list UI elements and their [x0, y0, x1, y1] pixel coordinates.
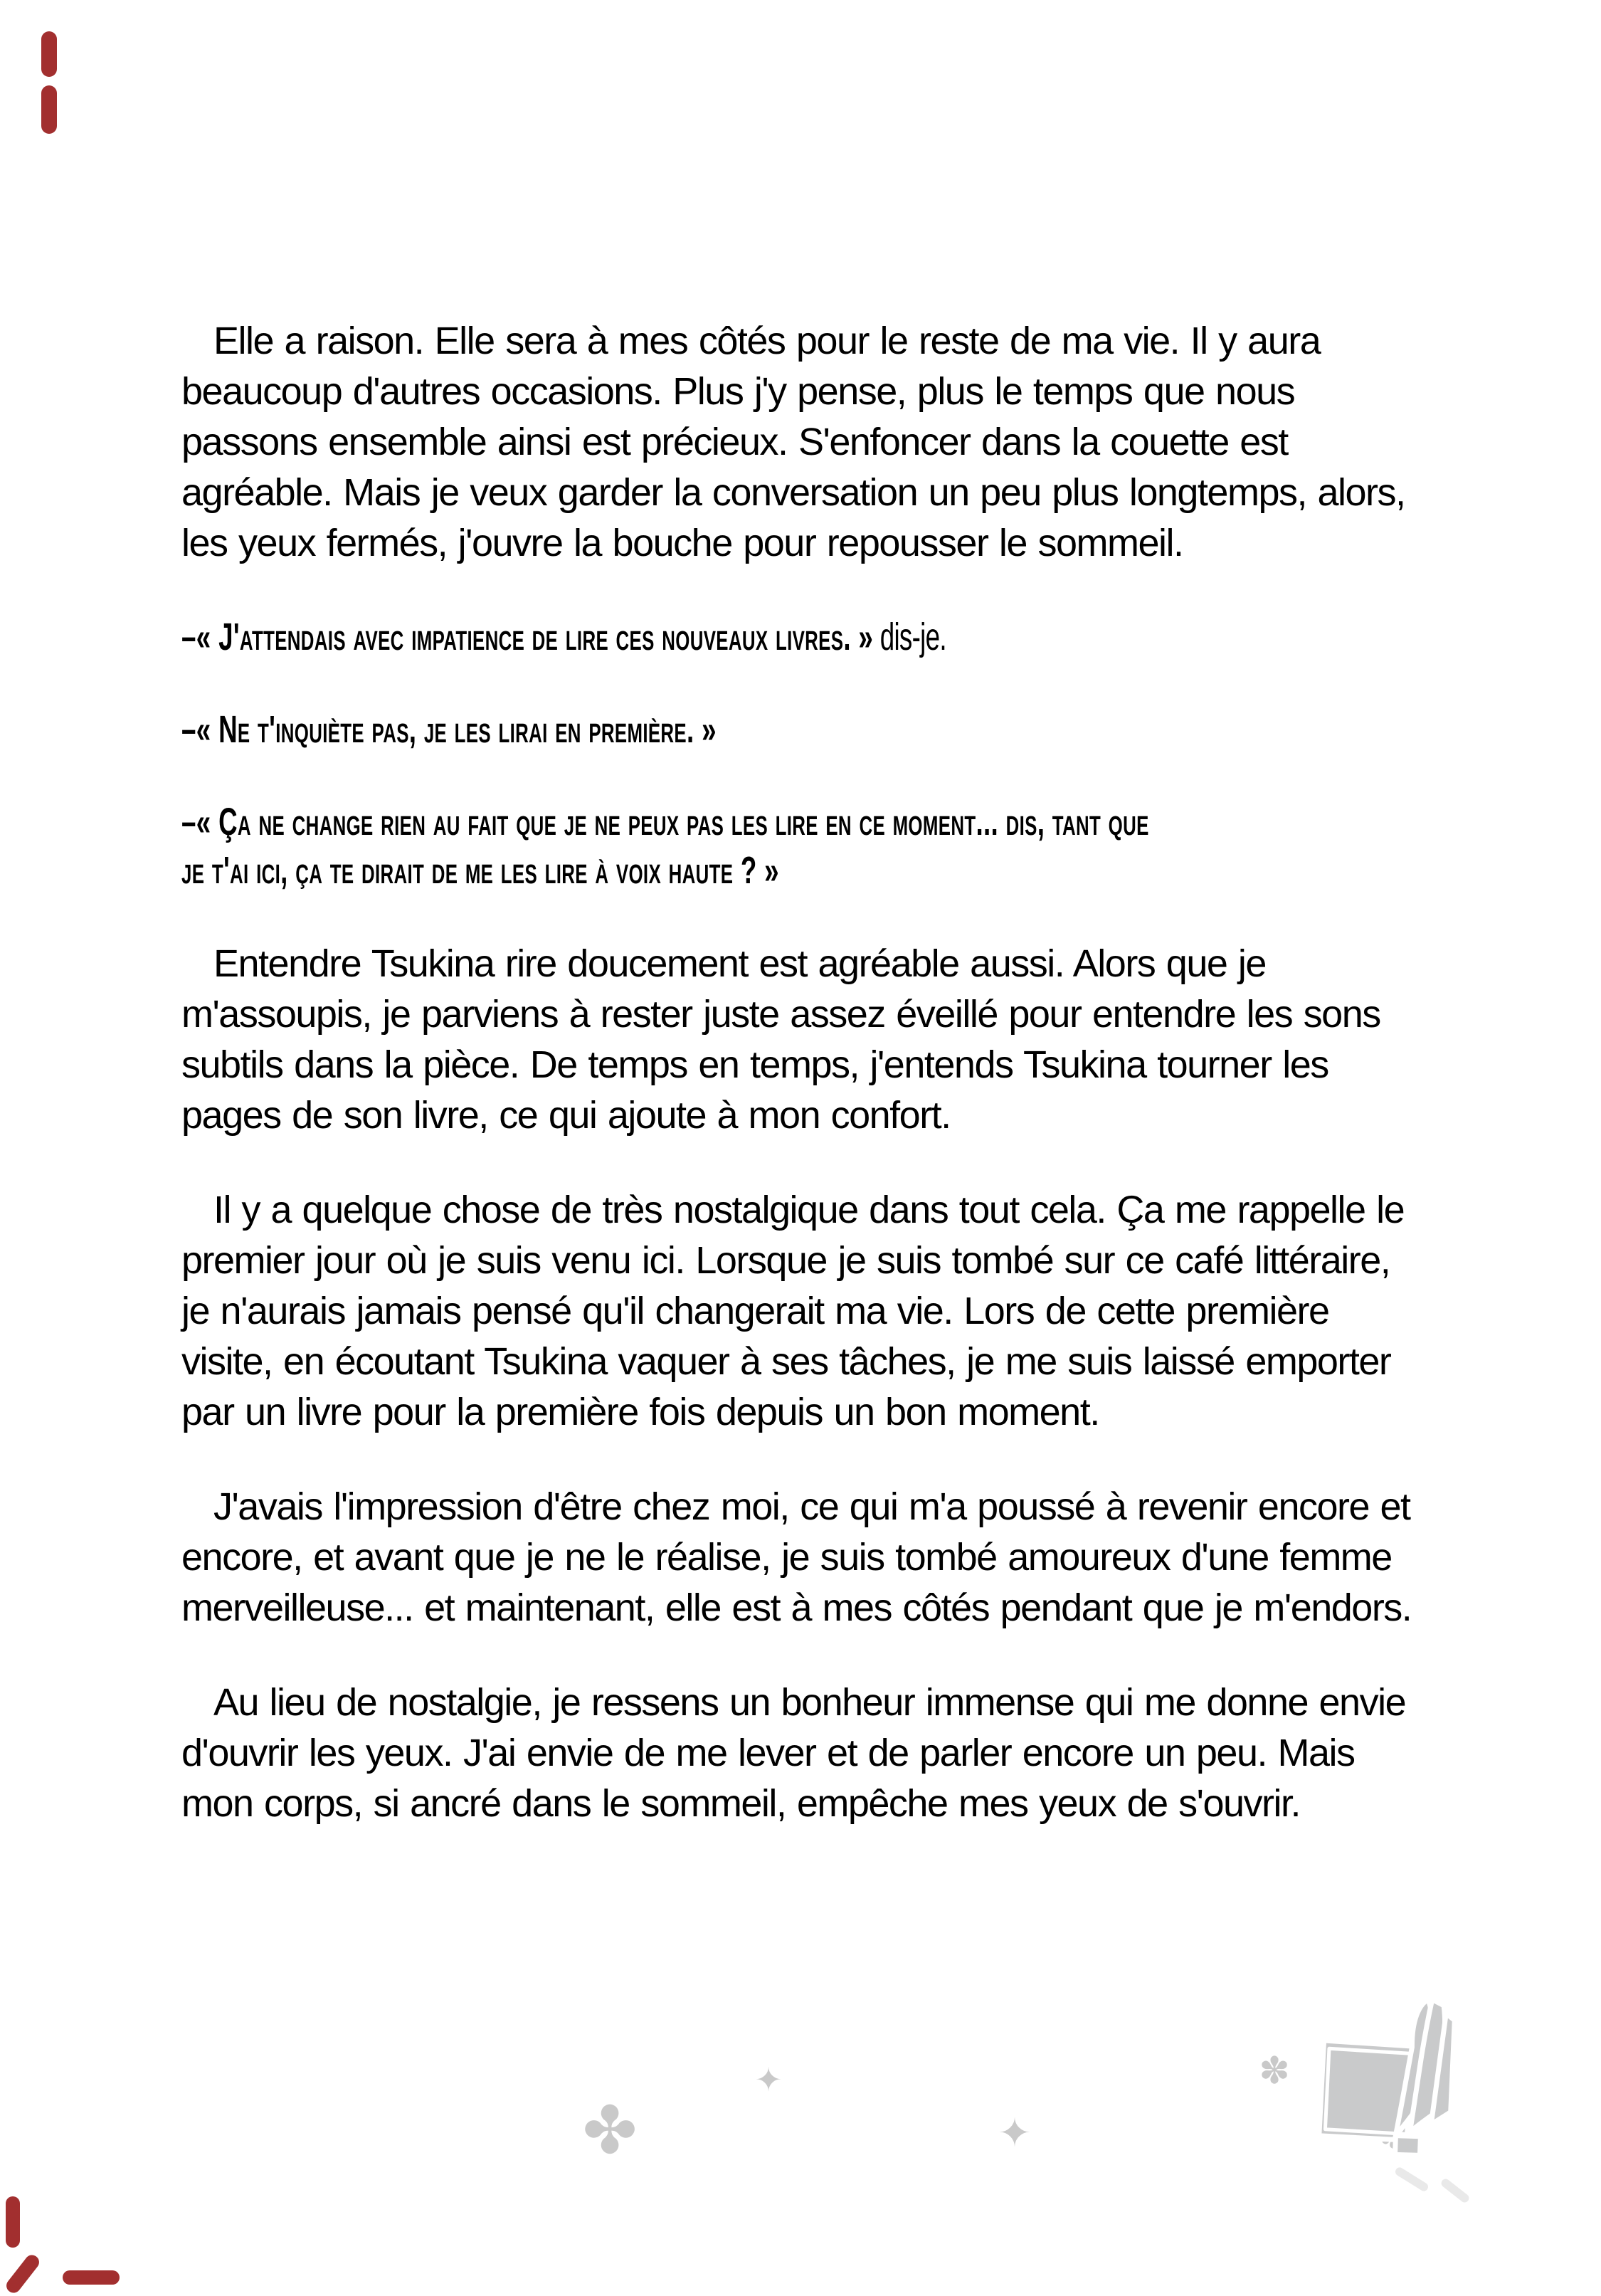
open-book-icon	[1301, 1991, 1479, 2176]
body-paragraph: J'avais l'impression d'être chez moi, ce qui m'a poussé à revenir encore et encore, et avant que je ne le réalise, je suis tombé amoureux d'une femme merveilleuse... et maintenant, elle est à mes côtés pendant que je m'endors.	[181, 1485, 1412, 1629]
body-paragraph: Au lieu de nostalgie, je ressens un bonheur immense qui me donne envie d'ouvrir les yeux. J'ai envie de me lever et de parler encore un peu. Mais mon corps, si ancré dans le sommeil, empêche mes yeux de s'ouvrir.	[181, 1681, 1406, 1825]
flower-asterisk-icon: ✽	[1259, 2050, 1290, 2092]
body-paragraph: Il y a quelque chose de très nostalgique dans tout cela. Ça me rappelle le premier jour où je suis venu ici. Lorsque je suis tombé sur ce café littéraire, je n'aurais jamais pensé qu'il changerait ma vie. Lors de cette première visite, en écoutant Tsukina vaquer à ses tâches, je me suis laissé emporter par un livre pour la première fois depuis un bon moment.	[181, 1189, 1405, 1433]
red-border-dash	[4, 2252, 42, 2295]
page-text-column	[181, 316, 1420, 1873]
dialogue-attribution: dis-je.	[873, 616, 946, 658]
dialogue-line	[181, 613, 1023, 661]
body-paragraph: Entendre Tsukina rire doucement est agréable aussi. Alors que je m'assoupis, je parviens à rester juste assez éveillé pour entendre les sons subtils dans la pièce. De temps en temps, j'entends Tsukina tourner les pages de son livre, ce qui ajoute à mon confort.	[181, 942, 1380, 1137]
dialogue-block	[181, 798, 1420, 895]
red-border-dash	[6, 2196, 20, 2248]
body-paragraph: Elle a raison. Elle sera à mes côtés pour le reste de ma vie. Il y aura beaucoup d'autres occasions. Plus j'y pense, plus le temps que nous passons ensemble ainsi est précieux. S'enfoncer dans la couette est agréable. Mais je veux garder la conversation un peu plus longtemps, alors, les yeux fermés, j'ouvre la bouche pour repousser le sommeil.	[181, 320, 1405, 564]
dialogue-line	[181, 705, 1023, 754]
cross-flower-sparkle-icon: ✤	[582, 2092, 638, 2169]
dialogue-text: –« Ça ne change rien au fait que je ne peux pas les lire en ce moment... dis, tant que	[181, 801, 1149, 843]
swoosh-mark	[1439, 2177, 1471, 2204]
dialogue-text: je t'ai ici, ça te dirait de me les lire à voix haute ? »	[181, 849, 779, 892]
dialogue-text: –« J'attendais avec impatience de lire ces nouveaux livres. »	[181, 616, 874, 658]
dialogue-line	[181, 798, 1149, 846]
diamond-sparkle-icon: ✦	[754, 2060, 783, 2099]
red-border-dash	[41, 85, 57, 134]
diamond-sparkle-icon: ✦	[998, 2110, 1032, 2157]
dialogue-text: –« Ne t'inquiète pas, je les lirai en première. »	[181, 708, 717, 751]
dialogue-block	[181, 705, 1420, 754]
dialogue-line	[181, 846, 1023, 895]
red-border-dash	[41, 31, 57, 77]
red-border-dash	[63, 2270, 120, 2285]
dialogue-block	[181, 613, 1420, 661]
